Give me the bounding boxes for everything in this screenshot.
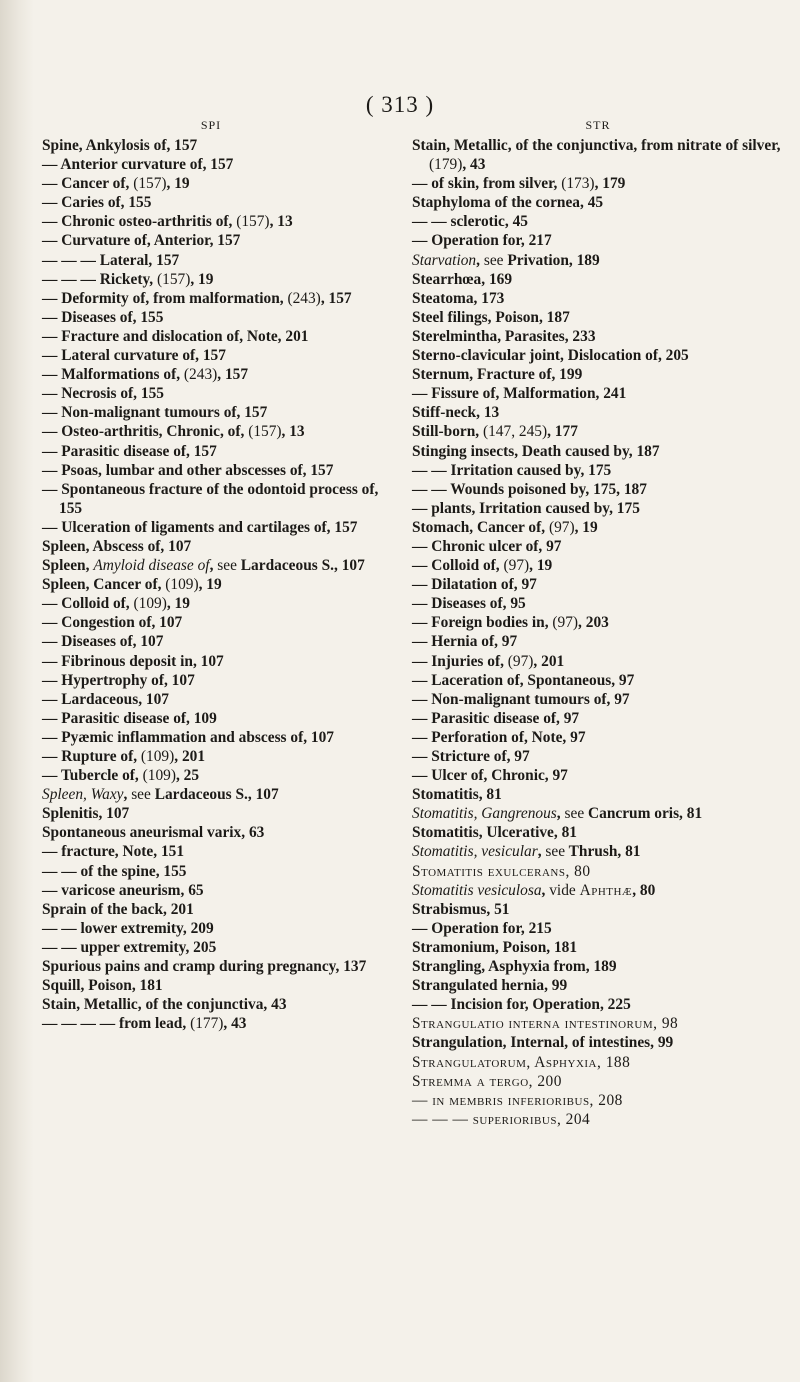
right-column-header: STR: [585, 118, 611, 132]
index-entry: Starvation, see Privation, 189: [412, 251, 600, 269]
index-entry: — Psoas, lumbar and other abscesses of, 157: [42, 461, 334, 479]
index-entry: Stomatitis, Ulcerative, 81: [412, 824, 577, 842]
index-entry: Strangling, Asphyxia from, 189: [412, 958, 617, 976]
index-entry: — fracture, Note, 151: [42, 843, 185, 861]
index-entry: Strangulatorum, Asphyxia, 188: [412, 1053, 631, 1071]
index-entry: — Lardaceous, 107: [42, 690, 169, 708]
index-entry: Stiff-neck, 13: [412, 404, 500, 422]
index-entry: Sterelmintha, Parasites, 233: [412, 327, 596, 345]
index-entry: Stomatitis, 81: [412, 786, 502, 804]
index-entry: Still-born, (147, 245), 177: [412, 423, 578, 441]
right-column: [412, 118, 784, 1129]
index-entry: — Osteo-arthritis, Chronic, of, (157), 13: [42, 423, 305, 441]
index-entry: — Diseases of, 155: [42, 308, 164, 326]
index-entry: — Pyæmic inflammation and abscess of, 107: [42, 728, 334, 746]
index-entry: Spleen, Cancer of, (109), 19: [42, 576, 222, 594]
index-entry: — Fracture and dislocation of, Note, 201: [42, 327, 309, 345]
index-entry: — Dilatation of, 97: [412, 576, 537, 594]
index-entry: Spleen, Waxy, see Lardaceous S., 107: [42, 786, 279, 804]
index-entry: — Lateral curvature of, 157: [42, 347, 226, 365]
index-entry: — of skin, from silver, (173), 179: [412, 175, 626, 193]
index-entry: Stomatitis vesiculosa, vide Aphthæ, 80: [412, 881, 656, 899]
index-entry: Strangulated hernia, 99: [412, 977, 568, 995]
index-entry: — — sclerotic, 45: [412, 213, 528, 231]
index-entry: — Operation for, 217: [412, 232, 552, 250]
index-entry: — Diseases of, 95: [412, 595, 526, 613]
index-entry: — Hernia of, 97: [412, 633, 518, 651]
index-entry: — varicose aneurism, 65: [42, 881, 204, 899]
left-column: [42, 118, 380, 1033]
left-entry-list: [42, 136, 380, 1033]
index-entry: — Parasitic disease of, 97: [412, 709, 580, 727]
index-entry: Steatoma, 173: [412, 289, 505, 307]
index-entry: Stomatitis, vesicular, see Thrush, 81: [412, 843, 641, 861]
index-entry: — Chronic osteo-arthritis of, (157), 13: [42, 213, 293, 231]
index-entry: — Foreign bodies in, (97), 203: [412, 614, 609, 632]
index-entry: — plants, Irritation caused by, 175: [412, 499, 640, 517]
right-entry-list: [412, 136, 784, 1129]
index-entry: Sprain of the back, 201: [42, 900, 194, 918]
index-entry: Strangulation, Internal, of intestines, 99: [412, 1034, 674, 1052]
index-entry: Spontaneous aneurismal varix, 63: [42, 824, 265, 842]
index-entry: Stremma a tergo, 200: [412, 1072, 562, 1090]
index-entry: — Deformity of, from malformation, (243), 157: [42, 289, 352, 307]
index-entry: Stramonium, Poison, 181: [412, 938, 578, 956]
index-entry: — Non-malignant tumours of, 157: [42, 404, 268, 422]
index-entry: Spleen, Abscess of, 107: [42, 537, 192, 555]
index-entry: Squill, Poison, 181: [42, 977, 163, 995]
index-entry: Spleen, Amyloid disease of, see Lardaceous S., 107: [42, 557, 365, 575]
index-entry: — Colloid of, (109), 19: [42, 595, 190, 613]
index-entry: — Non-malignant tumours of, 97: [412, 690, 630, 708]
index-entry: — Fibrinous deposit in, 107: [42, 652, 224, 670]
index-entry: Stomach, Cancer of, (97), 19: [412, 518, 598, 536]
index-entry: — — lower extremity, 209: [42, 919, 214, 937]
index-entry: Stain, Metallic, of the conjunctiva, 43: [42, 996, 287, 1014]
index-entry: — Diseases of, 107: [42, 633, 164, 651]
index-entry: — Curvature of, Anterior, 157: [42, 232, 241, 250]
index-entry: Spurious pains and cramp during pregnancy, 137: [42, 958, 367, 976]
index-entry: Staphyloma of the cornea, 45: [412, 194, 604, 212]
index-entry: Strabismus, 51: [412, 900, 510, 918]
index-entry: — — Irritation caused by, 175: [412, 461, 612, 479]
index-entry: — Malformations of, (243), 157: [42, 366, 249, 384]
index-entry: Sternum, Fracture of, 199: [412, 366, 583, 384]
index-entry: Stomatitis, Gangrenous, see Cancrum oris, 81: [412, 805, 703, 823]
index-entry: — Colloid of, (97), 19: [412, 557, 553, 575]
index-entry: — Anterior curvature of, 157: [42, 156, 234, 174]
index-entry: Sterno-clavicular joint, Dislocation of, 205: [412, 347, 689, 365]
index-entry: — Cancer of, (157), 19: [42, 175, 190, 193]
index-entry: — in membris inferioribus, 208: [412, 1091, 623, 1109]
index-entry: Stearrhœa, 169: [412, 270, 513, 288]
index-entry: — Laceration of, Spontaneous, 97: [412, 671, 635, 689]
index-entry: — Operation for, 215: [412, 919, 552, 937]
index-entry: Strangulatio interna intestinorum, 98: [412, 1015, 679, 1033]
index-entry: — Parasitic disease of, 109: [42, 709, 217, 727]
page-number: ( 313 ): [365, 92, 435, 117]
index-entry: — — — — from lead, (177), 43: [42, 1015, 247, 1033]
index-entry: — Parasitic disease of, 157: [42, 442, 217, 460]
index-entry: Spine, Ankylosis of, 157: [42, 137, 198, 154]
index-entry: — — — Lateral, 157: [42, 251, 180, 269]
index-entry: — Rupture of, (109), 201: [42, 748, 206, 765]
index-entry: Stomatitis exulcerans, 80: [412, 862, 591, 880]
left-column-header: SPI: [200, 118, 222, 132]
index-entry: — — upper extremity, 205: [42, 938, 217, 956]
index-entry: — — Incision for, Operation, 225: [412, 996, 631, 1014]
index-entry: Steel filings, Poison, 187: [412, 308, 570, 326]
index-entry: — Necrosis of, 155: [42, 385, 164, 403]
page-gutter-shadow: [0, 0, 34, 1382]
index-entry: — Ulceration of ligaments and cartilages of, 157: [42, 518, 358, 536]
index-entry: — Hypertrophy of, 107: [42, 671, 195, 689]
index-entry: — — — Rickety, (157), 19: [42, 270, 214, 288]
index-entry: — Congestion of, 107: [42, 614, 183, 632]
index-entry: — Injuries of, (97), 201: [412, 652, 565, 670]
index-entry: Stain, Metallic, of the conjunctiva, from nitrate of silver, (179), 43: [412, 137, 781, 174]
index-entry: — — of the spine, 155: [42, 862, 187, 880]
index-entry: Stinging insects, Death caused by, 187: [412, 442, 660, 460]
index-entry: — Stricture of, 97: [412, 748, 530, 765]
index-entry: — — Wounds poisoned by, 175, 187: [412, 480, 647, 498]
index-entry: — — — superioribus, 204: [412, 1110, 591, 1128]
index-entry: — Perforation of, Note, 97: [412, 728, 586, 746]
index-entry: — Tubercle of, (109), 25: [42, 767, 200, 785]
index-entry: — Chronic ulcer of, 97: [412, 537, 562, 555]
index-entry: Splenitis, 107: [42, 805, 130, 823]
index-entry: — Caries of, 155: [42, 194, 152, 212]
index-entry: — Ulcer of, Chronic, 97: [412, 767, 568, 785]
index-entry: — Spontaneous fracture of the odontoid process of, 155: [42, 480, 379, 517]
index-entry: — Fissure of, Malformation, 241: [412, 385, 627, 403]
